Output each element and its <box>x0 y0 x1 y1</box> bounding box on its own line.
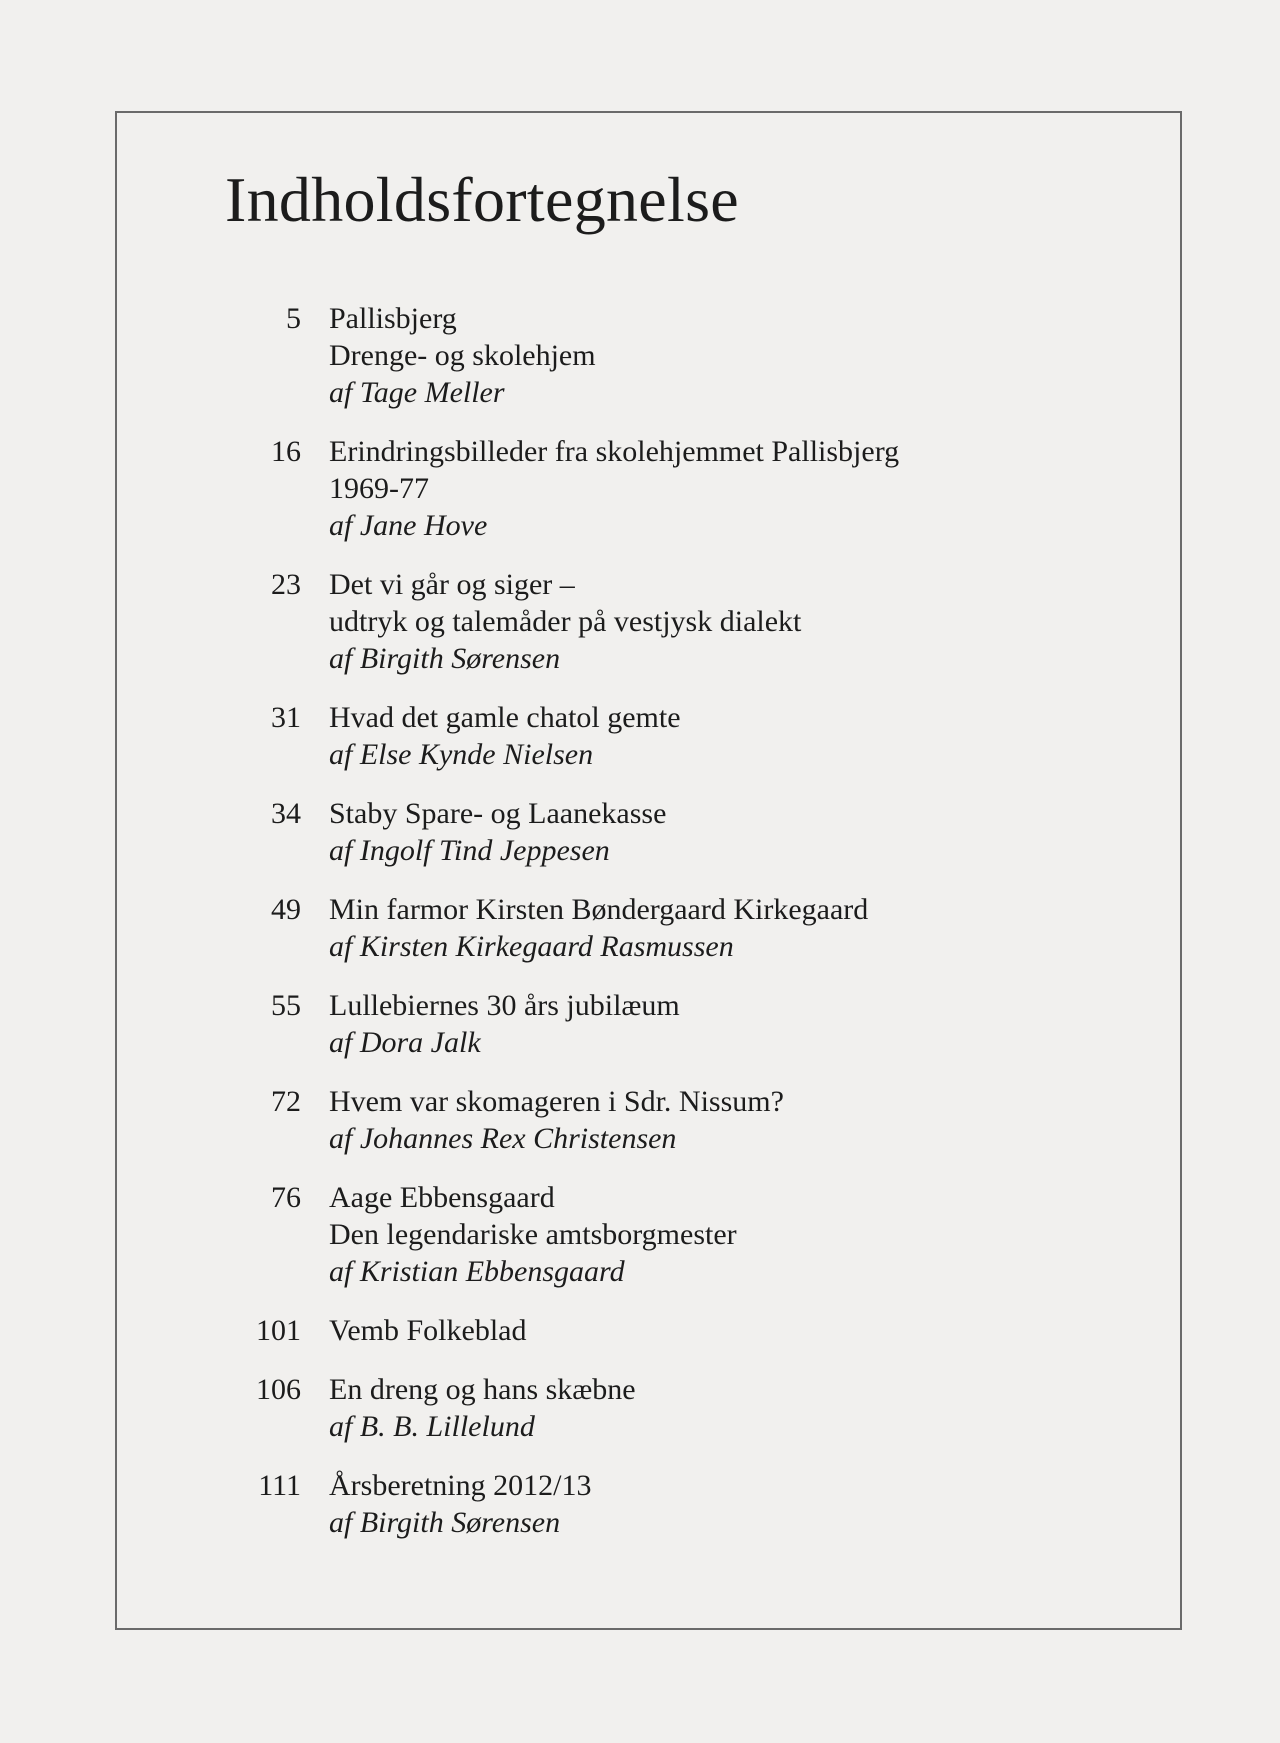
toc-entry-title: Staby Spare- og Laanekasse <box>329 797 667 830</box>
toc-entry-subtitle: Den legendariske amtsborgmester <box>329 1218 737 1251</box>
toc-page-number: 111 <box>258 1469 301 1502</box>
toc-entry-subtitle: Drenge- og skolehjem <box>329 339 596 372</box>
toc-entry-author: af Johannes Rex Christensen <box>329 1122 677 1155</box>
toc-entry-author: af Tage Meller <box>329 376 505 409</box>
toc-entry <box>225 433 1085 544</box>
toc-page-number: 49 <box>271 893 301 926</box>
toc-entry <box>225 1083 1085 1157</box>
toc-entry <box>225 699 1085 773</box>
toc-entry <box>225 1179 1085 1290</box>
toc-entry-title: Aage Ebbensgaard <box>329 1181 555 1214</box>
toc-page-number: 23 <box>271 568 301 601</box>
toc-entry-author: af Birgith Sørensen <box>329 642 561 675</box>
toc-page-number: 55 <box>271 989 301 1022</box>
toc-entry <box>225 300 1085 411</box>
toc-entry-author: af Dora Jalk <box>329 1026 481 1059</box>
toc-entry <box>225 987 1085 1061</box>
toc-entry-author: af Jane Hove <box>329 509 488 542</box>
toc-entry <box>225 1371 1085 1445</box>
toc-entry-title: Det vi går og siger – <box>329 568 575 601</box>
toc-page-number: 76 <box>271 1181 301 1214</box>
toc-entry-author: af Ingolf Tind Jeppesen <box>329 834 610 867</box>
toc-page-number: 106 <box>256 1373 301 1406</box>
toc-entry-title: En dreng og hans skæbne <box>329 1373 636 1406</box>
toc-entry-title: Pallisbjerg <box>329 302 457 335</box>
toc-page-number: 72 <box>271 1085 301 1118</box>
toc-entry-title: Hvad det gamle chatol gemte <box>329 701 681 734</box>
toc-entry-title: Erindringsbilleder fra skolehjemmet Pallisbjerg <box>329 435 900 468</box>
toc-entry-title: Lullebiernes 30 års jubilæum <box>329 989 680 1022</box>
toc-entry-title: Min farmor Kirsten Bøndergaard Kirkegaard <box>329 893 869 926</box>
toc-page-number: 16 <box>271 435 301 468</box>
toc-entry <box>225 1312 1085 1349</box>
toc-page-number: 31 <box>271 701 301 734</box>
toc-entry-author: af B. B. Lillelund <box>329 1410 535 1443</box>
toc-entry-author: af Birgith Sørensen <box>329 1506 561 1539</box>
toc-entry-title: Vemb Folkeblad <box>329 1314 527 1347</box>
toc-entry-subtitle: 1969-77 <box>329 472 429 505</box>
toc-page-number: 101 <box>256 1314 301 1347</box>
toc-entry-subtitle: udtryk og talemåder på vestjysk dialekt <box>329 605 802 638</box>
toc-entry-title: Årsberetning 2012/13 <box>329 1469 592 1502</box>
toc-entry-title: Hvem var skomageren i Sdr. Nissum? <box>329 1085 784 1118</box>
toc-entry <box>225 795 1085 869</box>
page-title: Indholdsfortegnelse <box>225 164 740 235</box>
toc-entry <box>225 566 1085 677</box>
toc-entry <box>225 891 1085 965</box>
toc-page-number: 34 <box>271 797 301 830</box>
toc-page-number: 5 <box>286 302 301 335</box>
toc-entry-author: af Kirsten Kirkegaard Rasmussen <box>329 930 734 963</box>
toc-entry-author: af Kristian Ebbensgaard <box>329 1255 625 1288</box>
toc-entry <box>225 1467 1085 1541</box>
toc-entry-author: af Else Kynde Nielsen <box>329 738 594 771</box>
table-of-contents <box>225 300 1085 1563</box>
